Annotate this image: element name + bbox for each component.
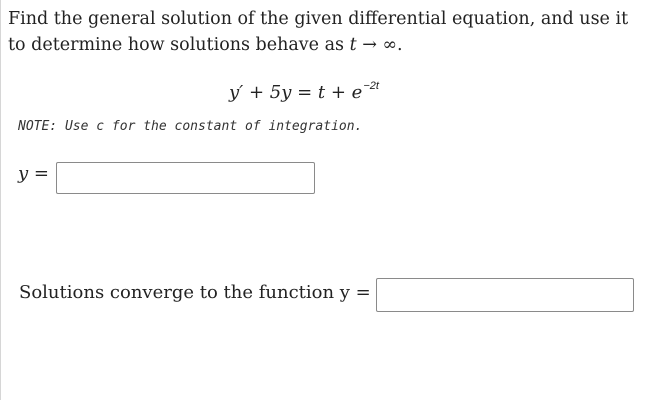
arrow-symbol: → [356,35,383,55]
prompt-line-2-text: to determine how solutions behave as [8,35,350,55]
problem-prompt [8,6,658,58]
prompt-line-2 [8,32,658,58]
equation-exponent: −2t [363,80,379,92]
left-border [0,0,1,400]
equation-main: y′ + 5y = t + e [229,82,363,103]
general-solution-input[interactable] [56,162,315,194]
prompt-line-1: Find the general solution of the given differential equation, and use it [8,9,629,29]
infinity-symbol: ∞ [382,35,398,55]
general-solution-label: y = [18,163,49,184]
convergence-label: Solutions converge to the function y = [19,282,371,303]
differential-equation [229,82,379,103]
prompt-variable-t: t [349,35,357,55]
integration-constant-note: NOTE: Use c for the constant of integration. [18,119,363,134]
prompt-period: . [397,35,403,55]
convergence-function-input[interactable] [376,278,634,312]
